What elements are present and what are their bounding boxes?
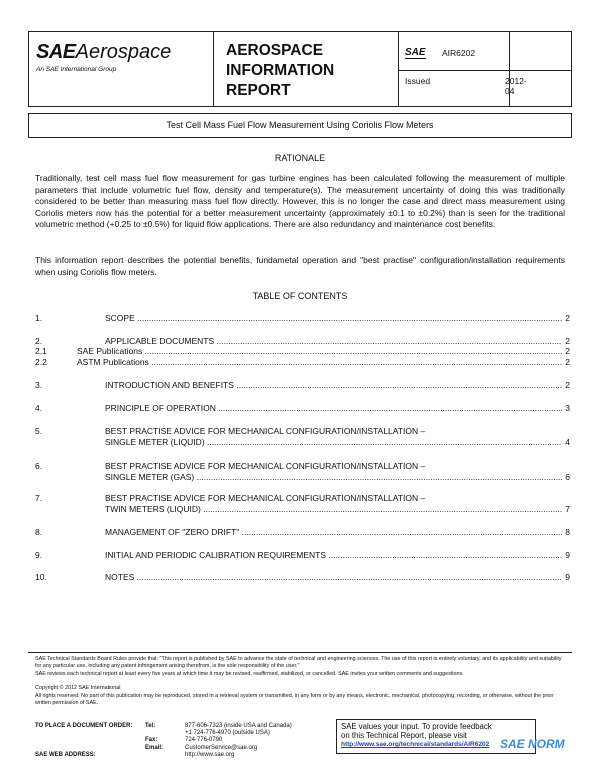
order-contact-block	[35, 723, 325, 759]
header-box	[28, 31, 572, 107]
logo-subtitle: An SAE International Group	[36, 66, 117, 73]
header-divider	[399, 70, 572, 71]
copyright-notice: Copyright © 2012 SAE International	[35, 685, 121, 691]
web-address[interactable]: http://www.sae.org	[185, 751, 235, 758]
sae-aerospace-logo: SAEAerospace	[36, 41, 172, 63]
legal-notice-2: SAE reviews each technical report at least every five years at which time it may be revised, reaffirmed, stabilized, or cancelled. SAE invites your written comments and suggestions.	[35, 671, 464, 677]
rationale-paragraph-2: This information report describes the potential benefits, fundametal operation and "best practise" configuration/installation requirements when using Coriolis flow meters.	[35, 255, 565, 277]
web-label: SAE WEB ADDRESS:	[35, 751, 96, 758]
logo-cell	[29, 32, 214, 106]
report-type-title: AEROSPACE INFORMATION REPORT	[226, 42, 335, 99]
tel-label: Tel:	[145, 723, 156, 729]
email-address[interactable]: CustomerService@sae.org	[185, 744, 258, 751]
doc-number: AIR6202	[442, 48, 476, 58]
sae-norm-watermark: SAE NORM	[500, 737, 565, 751]
blank-cell	[509, 32, 572, 106]
fax-label: Fax:	[145, 737, 158, 744]
email-label: Email:	[145, 744, 164, 751]
tel-inside-usa: 877-606-7323 (inside USA and Canada)	[185, 723, 292, 729]
document-title: Test Cell Mass Fuel Flow Measurement Using Coriolis Flow Meters	[28, 113, 572, 138]
fax-number: 724-776-0790	[185, 737, 223, 744]
rationale-paragraph-1: Traditionally, test cell mass fuel flow measurement for gas turbine engines has been calculated following the measurement of multiple parameters that include volumetric fuel flow, density and temperature(s). The measurement uncertainty of doing this was traditionally considered to be better than measuring mass fuel flow directly. However, this is no longer the case and direct mass measurement using Coriolis meters now has the potential for a better measurement uncertainty (approximately ±0.1 to ±0.2%) than is seen for the traditional volumetric method (+0.25 to ±0.5%) for liquid flow applications. There are also redundancy and maintenance cost benefits.	[35, 173, 565, 230]
tel-outside-usa: +1 724-776-4970 (outside USA)	[185, 730, 270, 737]
doc-info-cell	[399, 32, 527, 106]
issued-date: 2012-04	[505, 76, 527, 96]
feedback-link[interactable]: http://www.sae.org/technical/standards/AIR6202	[341, 741, 490, 749]
issued-label: Issued	[405, 76, 431, 86]
legal-notice-1: SAE Technical Standards Board Rules provide that: "This report is published by SAE to advance the state of technical and engineering sciences. The use of this report is entirely voluntary, and its applicability and suitability for any particular use, including any patent infringement arising therefrom, is the sole responsibility of the user."	[35, 656, 562, 669]
feedback-box: SAE values your input. To provide feedback on this Technical Report, please visit http://www.sae.org/technical/standards/AIR6202	[336, 719, 536, 754]
report-type-cell	[214, 32, 399, 106]
rationale-heading: RATIONALE	[274, 153, 326, 163]
footer-divider	[28, 652, 572, 653]
legal-notice-3: All rights reserved. No part of this publication may be reproduced, stored in a retrieval system or transmitted, in any form or by any means, electronic, mechanical, photocopying, recording, or otherwise, without the prior written permission of SAE.	[35, 693, 554, 706]
toc-heading: TABLE OF CONTENTS	[252, 291, 348, 301]
sae-mini-logo: SAE	[405, 47, 426, 58]
order-label: TO PLACE A DOCUMENT ORDER:	[35, 723, 133, 729]
